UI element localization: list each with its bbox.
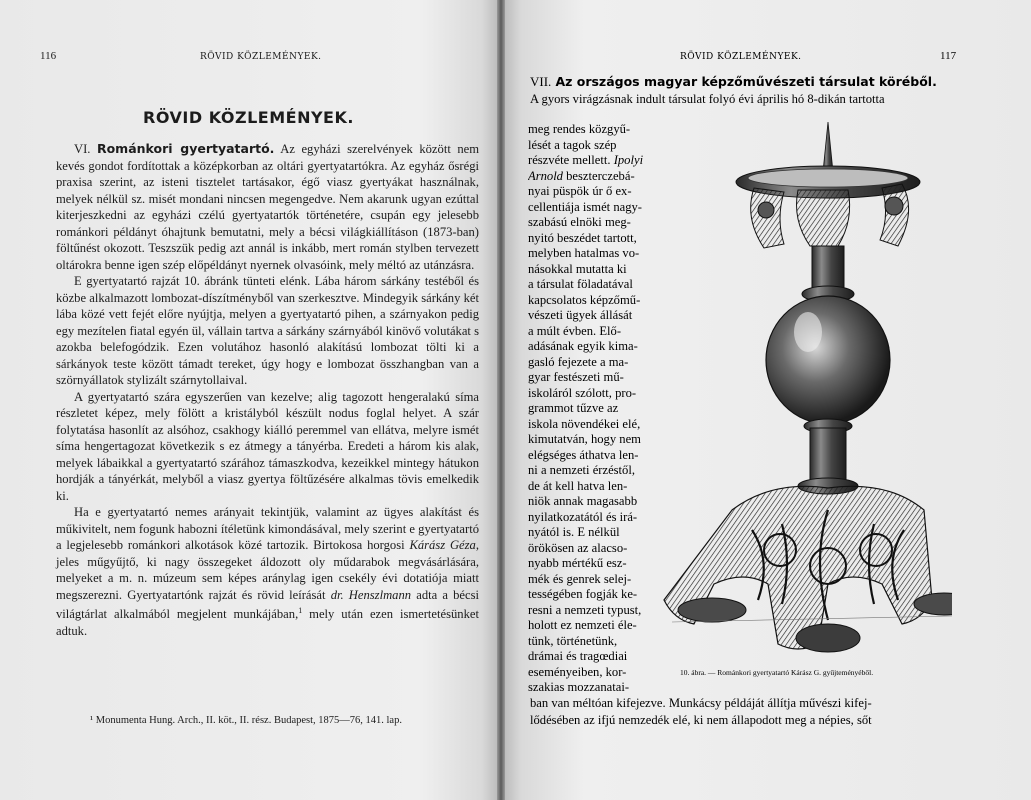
text-line: iskoláról szólott, pro- — [528, 385, 637, 400]
text-line: nyától is. E nélkül — [528, 525, 620, 539]
text-line: meg rendes közgyű- — [528, 122, 631, 136]
paragraph-1 — [56, 141, 479, 273]
text-line: tünk, történetünk, — [528, 633, 618, 648]
text-line: mék és genrek selej- — [528, 571, 632, 586]
text-line: vészeti ügyek állását — [528, 308, 633, 322]
text-line: örökösen az alacso- — [528, 540, 628, 555]
section-heading-vii: Az országos magyar képzőművészeti társulat köréből. — [555, 74, 937, 89]
person-name-last: Arnold — [528, 168, 563, 183]
text-line: szabású elnöki meg- — [528, 215, 631, 229]
section-number-vii: VII. — [530, 74, 552, 89]
paragraph-2: E gyertyatartó rajzát 10. ábránk tünteti elénk. Lába három sárkány testéből és közbe alkalmazott lombozat-díszítményből van szerkesztve. Mindegyik sárkány két lába közé vett fejét előre nyújtja, melyen a gyertyatartó pihen, a szárnyakon pedig egy mezítelen fiatal egyén ül, vállain tartva a sárkány szárnyából kinövő volutákat s azokba belefogódzik. Ezen volutához hasonló alakítású lombozat tölti ki a sárkányok teste között támadt tereket, úgy hogy e lombozat összhangban van a szörnyállatok stylizált szárnytollaival. — [56, 274, 479, 387]
text-line: tességében fogják ke- — [528, 587, 638, 601]
text-line: a múlt évben. Elő- — [528, 323, 622, 338]
text-segment: részvéte mellett. — [528, 153, 611, 167]
text-line: iskola növendékei elé, — [528, 416, 641, 431]
person-name-first: Ipolyi — [613, 153, 644, 167]
text-line: ban van méltóan kifejezve. Munkácsy példáját állítja művészi kifej- — [530, 696, 872, 710]
text-segment: beszterczebá- — [562, 168, 635, 183]
page-number-left: 116 — [40, 50, 57, 62]
text-line: elégséges áthatva len- — [528, 447, 639, 462]
right-narrow-column — [528, 122, 658, 696]
text-line: szakias mozzanatai- — [528, 680, 630, 694]
right-section-header — [530, 74, 960, 107]
text-line: kapcsolatos képzőmű- — [528, 292, 641, 307]
text-line: melyben hatalmas vo- — [528, 246, 640, 260]
figure-caption: 10. ábra. — Románkori gyertyatartó Kárász G. gyűjteményéből. — [680, 668, 874, 677]
text-line: nyabb mértékű esz- — [528, 556, 627, 570]
paragraph-4-c: adta a bécsi világtárlat alkalmából megjelent munkájában, — [56, 587, 480, 622]
text-line: eseményeiben, kor- — [528, 664, 627, 679]
right-bottom-text — [530, 695, 960, 728]
text-line: ni a nemzeti érzéstől, — [528, 463, 635, 477]
text-line: holott ez nemzeti éle- — [528, 618, 637, 632]
left-column — [56, 141, 479, 639]
text-line: adásának egyik kima- — [528, 339, 638, 353]
text-line: de át kell hatva len- — [528, 478, 628, 493]
text-line — [528, 169, 658, 185]
text-line: nyitó beszédet tartott, — [528, 230, 637, 245]
running-head-right: RÖVID KÖZLEMÉNYEK. — [680, 52, 802, 62]
footnote: ¹ Monumenta Hung. Arch., II. köt., II. rész. Budapest, 1875—76, 141. lap. — [90, 715, 402, 726]
paragraph-1-text: Az egyházi szerelvények között nem kevés gondot fordítottak a középkorban az oltári gyertyatartókra. Az egyház ősrégi praxisa szerint, az isteni tisztelet tartásakor, égő viasz gyertyákat használnak, melyek nélkül sz. misét mondani nincsen megengedve. Nem akarunk ugyan ezúttal kiterjeszkedni az egyházi czélú gyertyatartók történetére, csupán egy jelesebb románkori példányt óhajtunk bemutatni, mely a bécsi világkiállításon (1873-ban) föltűnést okozott. Teszszük pedig azt annál is inkább, mert román stylben tervezett oltárokra benne igen szép előpéldányt nyernek olvasóink, mely méltó az utánzásra. — [56, 142, 480, 272]
running-head-left: RÖVID KÖZLEMÉNYEK. — [200, 52, 322, 62]
collector-name: Kárász Géza — [409, 538, 476, 552]
text-line: resni a nemzeti typust, — [528, 602, 642, 617]
candlestick-illustration — [662, 110, 952, 660]
text-line: grammot tűzve az — [528, 401, 619, 415]
text-line: drámai és tragœdiai — [528, 649, 628, 663]
text-line: kimutatván, hogy nem — [528, 432, 641, 446]
section-vii-heading-line — [530, 74, 960, 90]
text-line: gasló fejezete a ma- — [528, 354, 629, 369]
text-line: a társulat föladatával — [528, 277, 633, 291]
paragraph-4-a: Ha e gyertyatartó nemes arányait tekintjük, valamint az ügyes alakítást és műkivitelt, nem fogunk habozni ítéletünk kimondásával, mely szerint e gyertyatartó a legjelesebb románkori alkotások közé tartozik. Birtokosa horgosi — [56, 505, 479, 552]
text-line — [528, 153, 658, 169]
book-gutter — [497, 0, 505, 800]
text-line: nyai püspök úr ő ex- — [528, 184, 632, 198]
text-line: lését a tagok szép — [528, 137, 617, 152]
footnote-marker: 1 — [298, 606, 303, 615]
text-line: gyar festészeti mű- — [528, 370, 624, 384]
text-line: násokkal mutatta ki — [528, 261, 627, 276]
right-first-line: A gyors virágzásnak indult társulat folyó évi április hó 8-dikán tartotta — [530, 92, 885, 106]
text-line: niök annak magasabb — [528, 494, 638, 508]
section-heading-vi: Románkori gyertyatartó. — [96, 141, 275, 156]
paragraph-4-d: mely után ezen ismertetésünket adtuk. — [56, 607, 479, 638]
page-number-right: 117 — [940, 50, 957, 62]
author-name: dr. Henszlmann — [330, 587, 412, 602]
text-line: cellentiája ismét nagy- — [528, 199, 642, 214]
text-line: lődésében az ifjú nemzedék elé, ki nem állapodott meg a népies, sőt — [530, 712, 872, 727]
paragraph-4-b: , jeles műgyűjtő, ki nagy összegeket áldozott oly műdarabok megvásárlására, melyeket a m. n. múzeum sem képes aránylag igen csekély évi dotatiója miatt megszerezni. Gyertyatartónk rajzát és rövid leírását — [56, 538, 479, 602]
text-line: nyilatkozatától és irá- — [528, 509, 638, 524]
page-title: RÖVID KÖZLEMÉNYEK. — [143, 108, 354, 127]
section-number-vi: VI. — [74, 142, 91, 156]
left-page — [0, 0, 497, 800]
paragraph-3: A gyertyatartó szára egyszerűen van kezelve; alig tagozott hengeralakú síma részletet képez, mely fölött a kristályból készült nodus foglal helyet. A szár folytatása hasonlít az alsóhoz, csakhogy kiálló peremmel van ellátva, melyre ismét síma hengertagozat következik s ez átmegy a tányérba. Eredeti a három kis alak, melyek lábaikkal a gyertyatartó szárához támaszkodva, kezeikkel mintegy hátukon hordják a tányérkát, melyből a viasz gyertya föltűzésére alkalmas tövis emelkedik ki. — [56, 389, 479, 503]
paragraph-4 — [56, 504, 479, 639]
